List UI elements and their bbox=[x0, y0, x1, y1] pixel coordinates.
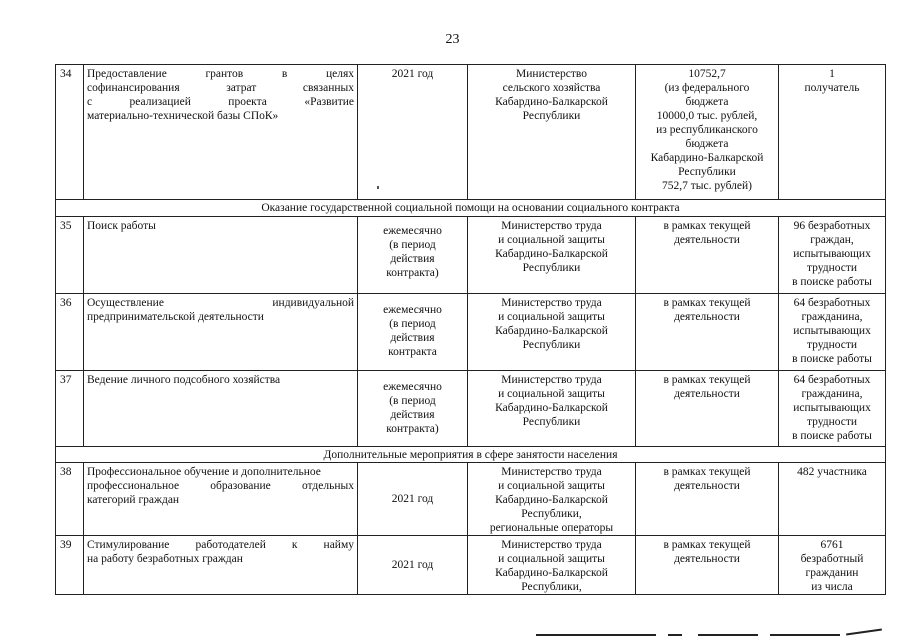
text-line: деятельности bbox=[674, 234, 740, 246]
text-line: Кабардино-Балкарской bbox=[650, 152, 764, 164]
text-line: испытывающих bbox=[793, 248, 871, 260]
text-line: и социальной защиты bbox=[498, 553, 605, 565]
text-line: в рамках текущей bbox=[663, 374, 751, 386]
measure-cell bbox=[83, 216, 357, 293]
text-line: предпринимательской деятельности bbox=[87, 311, 264, 323]
text-line: и социальной защиты bbox=[498, 388, 605, 400]
funding-cell bbox=[635, 462, 778, 535]
text-line: действия bbox=[390, 409, 435, 421]
text-line: ежемесячно bbox=[383, 381, 442, 393]
text-line: 10000,0 тыс. рублей, bbox=[656, 110, 758, 122]
text-line: из числа bbox=[811, 581, 853, 593]
result-cell bbox=[778, 535, 886, 595]
text-line: с реализацией проекта «Развитие bbox=[87, 96, 354, 108]
text-line: Министерство труда bbox=[501, 297, 602, 309]
text-line: испытывающих bbox=[793, 325, 871, 337]
executor-cell bbox=[467, 370, 635, 446]
text-line: граждан, bbox=[810, 234, 854, 246]
text-line: материально-технической базы СПоК» bbox=[87, 110, 279, 122]
text-line: Ведение личного подсобного хозяйства bbox=[87, 374, 281, 386]
text-line: Республики bbox=[522, 416, 581, 428]
text-line: Кабардино-Балкарской bbox=[495, 248, 608, 260]
term-cell bbox=[357, 293, 467, 370]
text-line: в рамках текущей bbox=[663, 466, 751, 478]
text-line: в рамках текущей bbox=[663, 297, 751, 309]
section-header: Дополнительные мероприятия в сфере занятости населения bbox=[55, 446, 886, 462]
text-line: Профессиональное обучение и дополнительное bbox=[87, 466, 321, 478]
funding-cell bbox=[635, 216, 778, 293]
scan-stroke bbox=[846, 629, 882, 636]
text-line: Поиск работы bbox=[87, 220, 156, 232]
section-header: Оказание государственной социальной помощи на основании социального контракта bbox=[55, 199, 886, 216]
text-line: Осуществление индивидуальной bbox=[87, 297, 354, 309]
text-line: испытывающих bbox=[793, 402, 871, 414]
text-line: бюджета bbox=[685, 96, 729, 108]
table-row bbox=[55, 462, 886, 535]
text-line: в поиске работы bbox=[792, 276, 872, 288]
measure-cell bbox=[83, 293, 357, 370]
text-line: Республики, bbox=[521, 508, 582, 520]
table-row bbox=[55, 370, 886, 446]
table-row bbox=[55, 293, 886, 370]
executor-cell bbox=[467, 216, 635, 293]
term-cell: 2021 год bbox=[357, 535, 467, 595]
text-line: Кабардино-Балкарской bbox=[495, 325, 608, 337]
text-line: в рамках текущей bbox=[663, 220, 751, 232]
text-line: Республики, bbox=[521, 581, 582, 593]
text-line: действия bbox=[390, 332, 435, 344]
text-line: деятельности bbox=[674, 480, 740, 492]
funding-cell bbox=[635, 370, 778, 446]
text-line: региональные операторы bbox=[489, 522, 614, 534]
text-line: и социальной защиты bbox=[498, 480, 605, 492]
text-line: получатель bbox=[804, 82, 860, 94]
text-line: (в период bbox=[389, 395, 436, 407]
text-line: деятельности bbox=[674, 311, 740, 323]
scan-stroke bbox=[698, 634, 758, 636]
text-line: деятельности bbox=[674, 553, 740, 565]
text-line: ежемесячно bbox=[383, 225, 442, 237]
row-number: 36 bbox=[55, 293, 83, 370]
text-line: 6761 bbox=[820, 539, 844, 551]
text-line: ежемесячно bbox=[383, 304, 442, 316]
scan-stroke bbox=[668, 634, 682, 636]
measure-cell bbox=[83, 462, 357, 535]
text-line: бюджета bbox=[685, 138, 729, 150]
text-line: контракта) bbox=[386, 267, 439, 279]
result-cell bbox=[778, 370, 886, 446]
text-line: 96 безработных bbox=[793, 220, 871, 232]
text-line: категорий граждан bbox=[87, 494, 180, 506]
term-cell: 2021 год bbox=[357, 462, 467, 535]
scan-stroke bbox=[536, 634, 656, 636]
text-line: Министерство труда bbox=[501, 220, 602, 232]
text-line: (из федерального bbox=[664, 82, 750, 94]
text-line: Министерство труда bbox=[501, 374, 602, 386]
text-line: деятельности bbox=[674, 388, 740, 400]
measure-cell bbox=[83, 370, 357, 446]
table-row bbox=[55, 64, 886, 199]
text-line: трудности bbox=[806, 339, 858, 351]
text-line: Кабардино-Балкарской bbox=[495, 96, 608, 108]
table-row bbox=[55, 216, 886, 293]
text-line: 64 безработных bbox=[793, 374, 871, 386]
result-cell bbox=[778, 64, 886, 199]
text-line: Кабардино-Балкарской bbox=[495, 567, 608, 579]
executor-cell bbox=[467, 293, 635, 370]
row-number: 38 bbox=[55, 462, 83, 535]
text-line: 64 безработных bbox=[793, 297, 871, 309]
row-number: 37 bbox=[55, 370, 83, 446]
table-row bbox=[55, 535, 886, 595]
text-line: Республики bbox=[522, 339, 581, 351]
text-line: 1 bbox=[829, 68, 835, 80]
text-line: Министерство труда bbox=[501, 539, 602, 551]
text-line: 752,7 тыс. рублей) bbox=[662, 180, 752, 192]
executor-cell bbox=[467, 64, 635, 199]
text-line: сельского хозяйства bbox=[502, 82, 601, 94]
text-line: из республиканского bbox=[656, 124, 758, 136]
text-line: (в период bbox=[389, 239, 436, 251]
text-line: Республики bbox=[522, 262, 581, 274]
text-line: в рамках текущей bbox=[663, 539, 751, 551]
row-number: 35 bbox=[55, 216, 83, 293]
text-line: безработный bbox=[800, 553, 864, 565]
executor-cell bbox=[467, 535, 635, 595]
measure-cell bbox=[83, 64, 357, 199]
scan-stroke bbox=[770, 634, 840, 636]
text-line: в поиске работы bbox=[792, 353, 872, 365]
text-line: Министерство bbox=[516, 68, 587, 80]
text-line: Кабардино-Балкарской bbox=[495, 402, 608, 414]
text-line: и социальной защиты bbox=[498, 311, 605, 323]
text-line: Кабардино-Балкарской bbox=[495, 494, 608, 506]
text-line: Республики bbox=[678, 166, 736, 178]
term-cell bbox=[357, 216, 467, 293]
text-line: контракта) bbox=[386, 423, 439, 435]
result-cell bbox=[778, 462, 886, 535]
text-line: Стимулирование работодателей к найму bbox=[87, 539, 354, 551]
text-line: трудности bbox=[806, 416, 858, 428]
result-cell bbox=[778, 216, 886, 293]
text-line: в поиске работы bbox=[792, 430, 872, 442]
page-number: 23 bbox=[445, 32, 460, 47]
text-line: действия bbox=[390, 253, 435, 265]
text-line: на работу безработных граждан bbox=[87, 553, 243, 565]
text-line: гражданина, bbox=[801, 388, 863, 400]
row-number: 39 bbox=[55, 535, 83, 595]
text-line: (в период bbox=[389, 318, 436, 330]
text-line: Предоставление грантов в целях bbox=[87, 68, 354, 80]
scan-mark bbox=[377, 186, 379, 189]
term-cell bbox=[357, 370, 467, 446]
text-line: контракта bbox=[388, 346, 437, 358]
funding-cell bbox=[635, 535, 778, 595]
text-line: Министерство труда bbox=[501, 466, 602, 478]
text-line: 482 участника bbox=[797, 466, 867, 478]
text-line: и социальной защиты bbox=[498, 234, 605, 246]
text-line: софинансирования затрат связанных bbox=[87, 82, 354, 94]
measure-cell bbox=[83, 535, 357, 595]
text-line: гражданина, bbox=[801, 311, 863, 323]
executor-cell bbox=[467, 462, 635, 535]
term-cell: 2021 год bbox=[357, 64, 467, 199]
row-number: 34 bbox=[55, 64, 83, 199]
text-line: гражданин bbox=[805, 567, 859, 579]
funding-cell bbox=[635, 293, 778, 370]
text-line: 10752,7 bbox=[688, 68, 726, 80]
text-line: трудности bbox=[806, 262, 858, 274]
funding-cell bbox=[635, 64, 778, 199]
result-cell bbox=[778, 293, 886, 370]
text-line: Республики bbox=[522, 110, 581, 122]
text-line: профессиональное образование отдельных bbox=[87, 480, 354, 492]
